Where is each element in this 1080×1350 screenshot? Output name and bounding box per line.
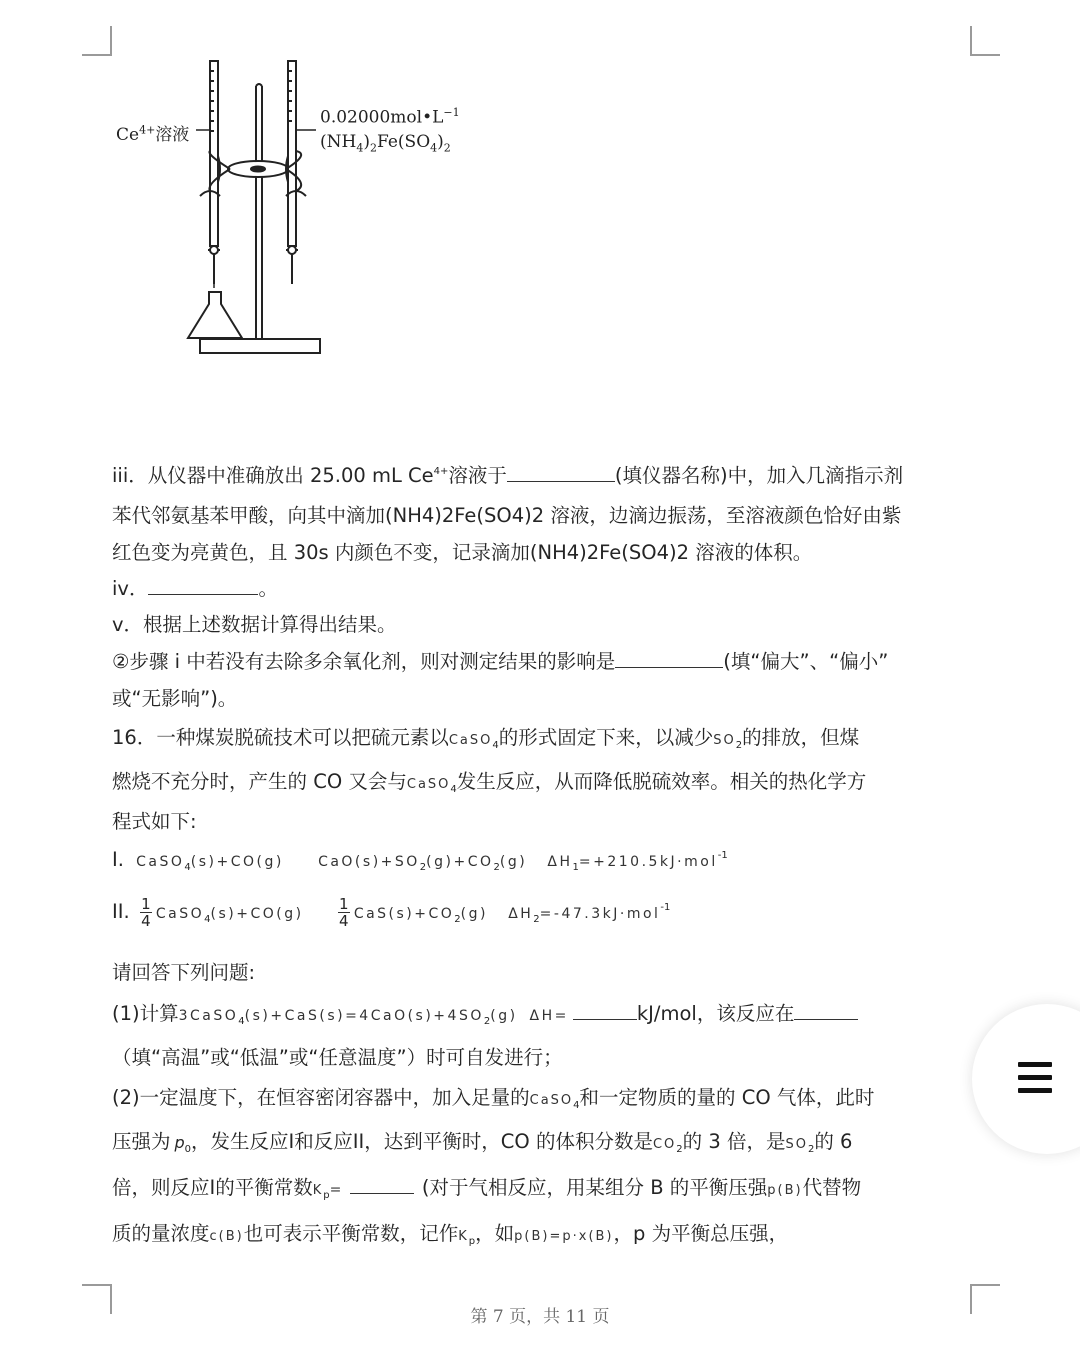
part-1-line-1: (1)计算$3CaSO_4(s)+CaS(s)=4CaO(s)+4SO_2(g)$ ΔH= kJ/mol，该反应在: [112, 998, 858, 1027]
figure-label-reagent: $(NH_4)_2Fe(SO_4)_2$: [320, 132, 451, 155]
figure-label-concentration: $0.02000mol•L^{-1}$: [320, 106, 460, 128]
step-3-line-2: 苯代邻氨基苯甲酸，向其中滴加(NH4)2Fe(SO4)2 溶液，边滴边振荡，至溶液颜色恰好由紫: [112, 504, 902, 527]
crop-mark-top-right: [970, 26, 1000, 56]
floating-menu-button[interactable]: [972, 1004, 1080, 1154]
step-4: iv． 。: [112, 577, 278, 600]
question-16-line-3: 程式如下:: [112, 810, 197, 833]
question-2-line-1: ②步骤 i 中若没有去除多余氧化剂，则对测定结果的影响是 (填“偏大”、“偏小”: [112, 650, 889, 673]
titration-apparatus-figure: [110, 56, 470, 366]
question-2-line-2: 或“无影响”)。: [112, 687, 238, 710]
answer-blank[interactable]: [148, 576, 258, 595]
fraction-quarter: $\frac{1}{4}$: [339, 895, 349, 930]
answer-blank[interactable]: [615, 649, 723, 668]
equation-1: I. CaSO$_4$(s)+CO(g) $CaO(s)+SO_2(g)+CO_2(g)$ $\Delta H_1=+210.5kJ\cdot mol^{-1}$: [112, 848, 728, 873]
part-2-line-4: 质的量浓度c(B)也可表示平衡常数，记作$K_p$，如p(B)=p·x(B)，p 为平衡总压强，: [112, 1222, 789, 1247]
step-5: v．根据上述数据计算得出结果。: [112, 613, 397, 636]
step-3-line-3: 红色变为亮黄色，且 30s 内颜色不变，记录滴加(NH4)2Fe(SO4)2 溶液的体积。: [112, 541, 813, 564]
figure-label-ce-solution: $Ce^{4+}$溶液: [116, 123, 190, 145]
question-16-line-1: 16．一种煤炭脱硫技术可以把硫元素以CaSO$_4$的形式固定下来，以减少$SO_2$的排放，但煤: [112, 726, 860, 751]
equation-2: II. $\frac{1}{4}$ CaSO$_4$(s)+CO(g) $\frac{1}{4}$ $CaS(s)+CO_2(g)$ $\Delta H_2=-47.3kJ\cdot mol^{-1}$: [112, 895, 671, 930]
answer-blank[interactable]: [507, 463, 615, 482]
answer-blank[interactable]: [573, 1001, 637, 1020]
answer-blank[interactable]: [794, 1001, 858, 1020]
fraction-quarter: $\frac{1}{4}$: [141, 895, 151, 930]
part-2-line-2: 压强为 $p_0$，发生反应I和反应II，达到平衡时，CO 的体积分数是$CO_2$的 3 倍，是$SO_2$的 6: [112, 1130, 853, 1155]
page-footer: 第 7 页，共 11 页: [470, 1307, 610, 1327]
step-3-line-1: iii．从仪器中准确放出 25.00 mL $Ce^{4+}$溶液于 (填仪器名称)中，加入几滴指示剂: [112, 464, 904, 487]
answer-prompt: 请回答下列问题:: [112, 961, 256, 984]
part-2-line-3: 倍，则反应I的平衡常数$K_p=$ (对于气相反应，用某组分 B 的平衡压强p(B)代替物: [112, 1176, 862, 1201]
question-16-line-2: 燃烧不充分时，产生的 CO 又会与CaSO$_4$发生反应，从而降低脱硫效率。相关的热化学方: [112, 770, 867, 795]
part-1-line-2: （填“高温”或“低温”或“任意温度”）时可自发进行；: [112, 1046, 563, 1069]
hamburger-menu-icon: [1018, 1062, 1052, 1101]
crop-mark-top-left: [82, 26, 112, 56]
answer-blank[interactable]: [350, 1175, 414, 1194]
part-2-line-1: (2)一定温度下，在恒容密闭容器中，加入足量的CaSO$_4$和一定物质的量的 CO 气体，此时: [112, 1086, 875, 1111]
